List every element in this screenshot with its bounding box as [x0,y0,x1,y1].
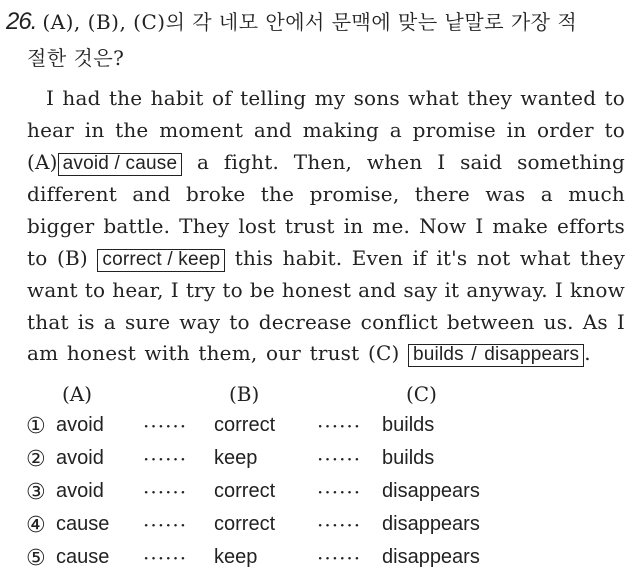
option-number: ② [26,447,46,472]
passage-line-3-rest: a fight. Then, when I said something [197,150,625,174]
option-a-word: cause [56,513,110,535]
option-b-word: keep [214,447,258,469]
option-b-word: correct [214,414,276,436]
dot-leader: ······ [143,513,188,537]
options-header-a: (A) [62,382,93,406]
option-b-word: correct [214,513,276,535]
option-number: ① [26,414,46,439]
passage-line-6-rest: this habit. Even if it's not what they [234,246,625,270]
option-c-word: disappears [382,513,480,535]
passage-line-9-end: . [584,341,591,365]
passage-line-3 [27,150,625,176]
option-b-word: correct [214,480,276,502]
option-a-word: avoid [56,414,104,436]
dot-leader: ······ [317,414,362,438]
passage-line-7: want to hear, I try to be honest and say it anyway. I know [27,278,625,302]
passage-line-8: that is a sure way to decrease conflict between us. As I [27,310,625,334]
dot-leader: ······ [317,480,362,504]
dot-leader: ······ [143,447,188,471]
passage-line-1: I had the habit of telling my sons what they wanted to [46,86,625,110]
option-c-word: builds [382,414,435,436]
passage-line-9-text: am honest with them, our trust (C) [27,341,400,365]
passage-line-5: bigger battle. They lost trust in me. Now I make efforts [27,214,625,238]
dot-leader: ······ [143,546,188,570]
option-c-word: disappears [382,546,480,568]
passage-line-4: different and broke the promise, there was a much [27,182,625,206]
dot-leader: ······ [317,513,362,537]
question-prompt-text: (A), (B), (C)의 각 네모 안에서 문맥에 맞는 낱말로 가장 적 [42,10,578,34]
blank-c-box: builds / disappears [408,344,584,367]
option-row-2[interactable] [0,447,640,477]
options-header-c: (C) [406,382,437,406]
option-a-word: avoid [56,480,104,502]
question-prompt-line-2: 절한 것은? [27,46,125,70]
option-c-word: builds [382,447,435,469]
option-c-word: disappears [382,480,480,502]
option-a-word: cause [56,546,110,568]
option-a-word: avoid [56,447,104,469]
dot-leader: ······ [317,447,362,471]
passage-line-6 [27,246,625,272]
dot-leader: ······ [143,480,188,504]
dot-leader: ······ [317,546,362,570]
option-row-3[interactable] [0,480,640,510]
option-b-word: keep [214,546,258,568]
blank-b-label: to (B) [27,246,88,270]
blank-a-label: (A) [27,150,58,174]
passage-line-9 [27,341,591,367]
option-number: ⑤ [26,546,46,571]
option-row-5[interactable] [0,546,640,576]
options-header-b: (B) [229,382,260,406]
option-row-1[interactable] [0,414,640,444]
option-row-4[interactable] [0,513,640,543]
blank-a-box: avoid / cause [58,153,183,176]
options-header [0,382,640,412]
question-prompt-line-1 [6,6,577,36]
passage-line-2: hear in the moment and making a promise in order to [27,118,625,142]
dot-leader: ······ [143,414,188,438]
question-number: 26. [6,8,37,35]
option-number: ③ [26,480,46,505]
option-number: ④ [26,513,46,538]
blank-b-box: correct / keep [97,249,225,272]
